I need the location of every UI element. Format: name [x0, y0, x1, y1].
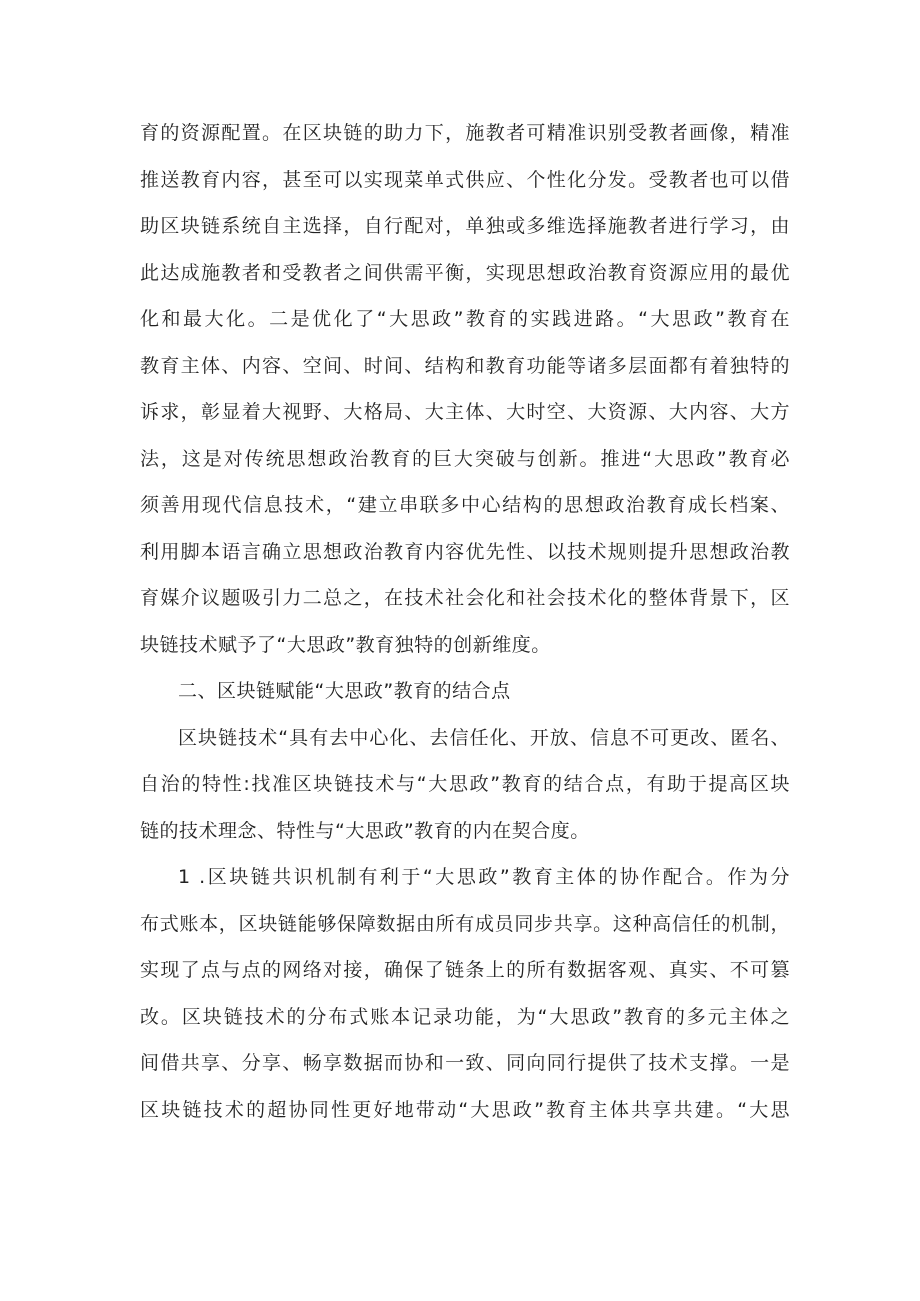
- text-line: 育媒介议题吸引力二总之，在技术社会化和社会技术化的整体背景下，区: [140, 587, 790, 609]
- text-line: 区块链技术“具有去中心化、去信任化、开放、信息不可更改、匿名、: [178, 726, 790, 749]
- text-line: 自治的特性:找准区块链技术与“大思政”教育的结合点，有助于提高区块: [140, 773, 790, 795]
- text-line: 块链技术赋予了“大思政”教育独特的创新维度。: [140, 633, 551, 656]
- text-line: 须善用现代信息技术，“建立串联多中心结构的思想政治教育成长档案、: [140, 494, 790, 516]
- body-text: [140, 110, 790, 1133]
- text-line: 诉求，彰显着大视野、大格局、大主体、大时空、大资源、大内容、大方: [140, 401, 790, 423]
- text-line: 区块链技术的超协同性更好地带动“大思政”教育主体共享共建。“大思: [140, 1098, 790, 1121]
- text-line: 间借共享、分享、畅享数据而协和一致、同向同行提供了技术支撑。一是: [140, 1052, 790, 1074]
- text-line: 利用脚本语言确立思想政治教育内容优先性、以技术规则提升思想政治教: [140, 540, 790, 563]
- text-line: 化和最大化。二是优化了“大思政”教育的实践进路。“大思政”教育在: [140, 308, 790, 330]
- text-line: 育的资源配置。在区块链的助力下，施教者可精准识别受教者画像，精准: [140, 122, 790, 144]
- text-line: 此达成施教者和受教者之间供需平衡，实现思想政治教育资源应用的最优: [140, 261, 790, 284]
- text-line: 链的技术理念、特性与“大思政”教育的内在契合度。: [140, 819, 590, 842]
- text-line: 二、区块链赋能“大思政”教育的结合点: [178, 680, 511, 702]
- text-line: 1 .区块链共识机制有利于“大思政”教育主体的协作配合。作为分: [178, 866, 790, 888]
- text-line: 法，这是对传统思想政治教育的巨大突破与创新。推进“大思政”教育必: [140, 447, 790, 470]
- text-line: 实现了点与点的网络对接，确保了链条上的所有数据客观、真实、不可篡: [140, 959, 790, 981]
- text-line: 教育主体、内容、空间、时间、结构和教育功能等诸多层面都有着独特的: [140, 354, 790, 377]
- text-line: 助区块链系统自主选择，自行配对，单独或多维选择施教者进行学习，由: [140, 215, 790, 237]
- text-line: 改。区块链技术的分布式账本记录功能，为“大思政”教育的多元主体之: [140, 1005, 790, 1028]
- text-line: 推送教育内容，甚至可以实现菜单式供应、个性化分发。受教者也可以借: [140, 168, 790, 191]
- text-line: 布式账本，区块链能够保障数据由所有成员同步共享。这种高信任的机制，: [140, 912, 790, 935]
